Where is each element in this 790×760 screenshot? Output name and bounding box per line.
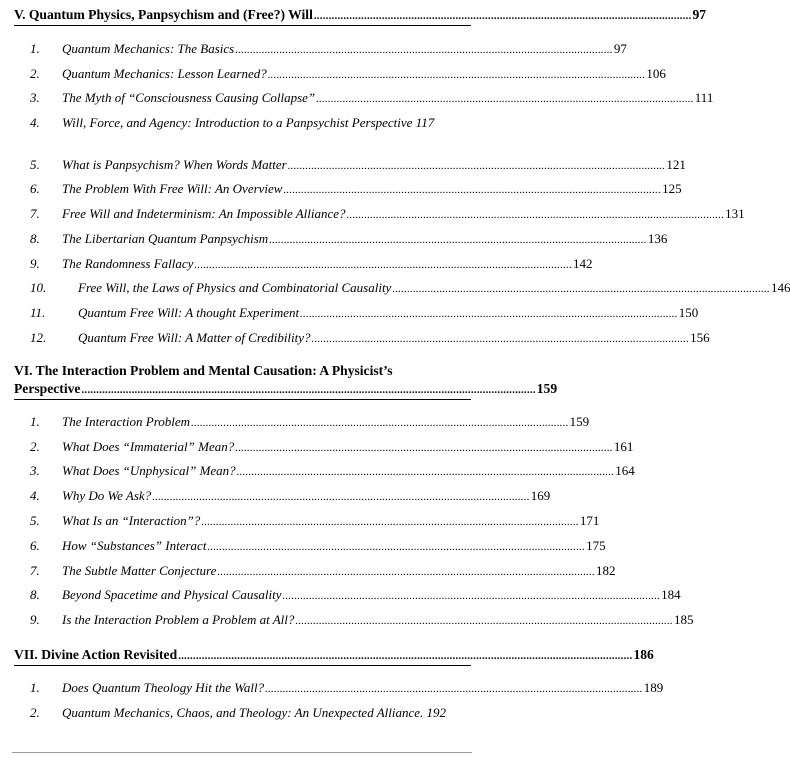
leader-dots: ................................................................................................................................	[392, 283, 770, 295]
entry-title: How “Substances” Interact	[62, 538, 207, 553]
entry-title: Quantum Mechanics: The Basics	[62, 41, 235, 56]
section-heading-vi[interactable]	[14, 362, 558, 400]
entry-page-number: 146	[770, 280, 790, 295]
leader-dots: ................................................................................................................................	[267, 69, 646, 81]
leader-dots: ..........................................................................................................................................................	[81, 384, 536, 396]
entry-page-number: 136	[647, 231, 668, 246]
entry-number: 1.	[30, 414, 40, 429]
entry-number: 9.	[30, 256, 40, 271]
entry-title: The Randomness Fallacy	[62, 256, 194, 271]
section-title-line: VI. The Interaction Problem and Mental Causation: A Physicist’s	[14, 363, 393, 378]
entry-number: 7.	[30, 206, 40, 221]
leader-dots: ................................................................................................................................	[300, 308, 678, 320]
section-page-number: 186	[633, 647, 654, 662]
entry-number: 3.	[30, 463, 40, 478]
entry-page-number: 164	[615, 463, 635, 478]
entry-title: Is the Interaction Problem a Problem at All?	[62, 612, 295, 627]
leader-dots: ................................................................................................................................	[217, 566, 596, 578]
entry-title: Free Will and Indeterminism: An Impossible Alliance?	[62, 206, 346, 221]
entry-title: The Libertarian Quantum Panpsychism	[62, 231, 269, 246]
section-title: VII. Divine Action Revisited	[14, 647, 178, 662]
leader-dots: ................................................................................................................................	[152, 491, 530, 503]
toc-entry[interactable]	[14, 114, 471, 150]
section-heading-vii[interactable]	[14, 646, 654, 666]
entry-page-number: 169	[530, 488, 551, 503]
leader-dots: ................................................................................................................................	[194, 259, 573, 271]
entry-page-number: 121	[666, 157, 686, 172]
leader-dots: ................................................................................................................................	[191, 417, 569, 429]
section-page-number: 159	[536, 381, 558, 396]
toc-entry[interactable]	[14, 704, 471, 740]
entry-number: 4.	[30, 115, 40, 130]
leader-dots: ................................................................................................................................	[313, 10, 692, 22]
entry-number: 10.	[30, 280, 47, 295]
section-heading-v[interactable]	[14, 6, 707, 26]
entry-page-number: 150	[678, 305, 699, 320]
entry-page-number: 156	[690, 330, 710, 345]
entry-page-number: 182	[596, 563, 616, 578]
entry-page-number: 159	[569, 414, 590, 429]
section-title: Perspective	[14, 381, 81, 396]
entry-page-number: 97	[613, 41, 627, 56]
entry-number: 4.	[30, 488, 40, 503]
entry-page-number: 106	[646, 66, 666, 81]
entry-title: Will, Force, and Agency: Introduction to a Panpsychist Perspective 117	[62, 115, 435, 130]
entry-number: 9.	[30, 612, 40, 627]
entry-page-number: 175	[586, 538, 606, 553]
entry-number: 11.	[30, 305, 46, 320]
section-page-number: 97	[692, 7, 707, 22]
page-divider	[12, 752, 472, 753]
entry-page-number: 161	[613, 439, 634, 454]
entry-title: Does Quantum Theology Hit the Wall?	[62, 680, 265, 695]
leader-dots: ................................................................................................................................	[207, 541, 586, 553]
entry-number: 3.	[30, 90, 40, 105]
leader-dots: ................................................................................................................................	[269, 234, 647, 246]
entry-number: 5.	[30, 513, 40, 528]
entry-title: The Subtle Matter Conjecture	[62, 563, 217, 578]
entry-title: Why Do We Ask?	[62, 488, 152, 503]
leader-dots: ................................................................................................................................	[235, 44, 613, 56]
leader-dots: ................................................................................................................................	[346, 209, 725, 221]
entry-number: 6.	[30, 181, 40, 196]
entry-title: Quantum Free Will: A thought Experiment	[78, 305, 300, 320]
entry-number: 12.	[30, 330, 47, 345]
entry-number: 8.	[30, 587, 40, 602]
leader-dots: ................................................................................................................................	[265, 683, 643, 695]
entry-title: Quantum Mechanics: Lesson Learned?	[62, 66, 267, 81]
entry-title: Quantum Free Will: A Matter of Credibility?	[78, 330, 311, 345]
entry-number: 5.	[30, 157, 40, 172]
entry-title: The Myth of “Consciousness Causing Collapse”	[62, 90, 316, 105]
entry-title: The Interaction Problem	[62, 414, 191, 429]
entry-number: 7.	[30, 563, 40, 578]
leader-dots: ................................................................................................................................	[236, 466, 615, 478]
leader-dots: ................................................................................................................................	[316, 93, 694, 105]
entry-title: Free Will, the Laws of Physics and Combinatorial Causality	[78, 280, 392, 295]
entry-title: Quantum Mechanics, Chaos, and Theology: An Unexpected Alliance. 192	[62, 705, 447, 720]
leader-dots: ................................................................................................................................	[282, 590, 661, 602]
entry-page-number: 125	[662, 181, 682, 196]
entry-number: 1.	[30, 41, 40, 56]
leader-dots: ................................................................................................................................	[235, 442, 613, 454]
entry-number: 8.	[30, 231, 40, 246]
leader-dots: ................................................................................................................................	[201, 516, 579, 528]
entry-page-number: 142	[573, 256, 593, 271]
entry-title: What Does “Unphysical” Mean?	[62, 463, 236, 478]
leader-dots: ................................................................................................................................	[287, 160, 666, 172]
entry-page-number: 189	[643, 680, 664, 695]
entry-page-number: 185	[674, 612, 694, 627]
leader-dots: ..........................................................................................................................................................	[178, 650, 633, 662]
entry-number: 2.	[30, 439, 40, 454]
entry-title: The Problem With Free Will: An Overview	[62, 181, 283, 196]
entry-page-number: 131	[725, 206, 745, 221]
entry-number: 2.	[30, 705, 40, 720]
entry-title: What Does “Immaterial” Mean?	[62, 439, 235, 454]
entry-title: What Is an “Interaction”?	[62, 513, 201, 528]
entry-number: 2.	[30, 66, 40, 81]
leader-dots: ................................................................................................................................	[283, 184, 662, 196]
leader-dots: ................................................................................................................................	[311, 333, 690, 345]
entry-page-number: 184	[661, 587, 681, 602]
entry-number: 1.	[30, 680, 40, 695]
entry-number: 6.	[30, 538, 40, 553]
leader-dots: ................................................................................................................................	[295, 615, 674, 627]
entry-page-number: 111	[694, 90, 714, 105]
entry-title: What is Panpsychism? When Words Matter	[62, 157, 287, 172]
entry-title: Beyond Spacetime and Physical Causality	[62, 587, 282, 602]
section-title: V. Quantum Physics, Panpsychism and (Free?) Will	[14, 7, 313, 22]
entry-page-number: 171	[579, 513, 600, 528]
